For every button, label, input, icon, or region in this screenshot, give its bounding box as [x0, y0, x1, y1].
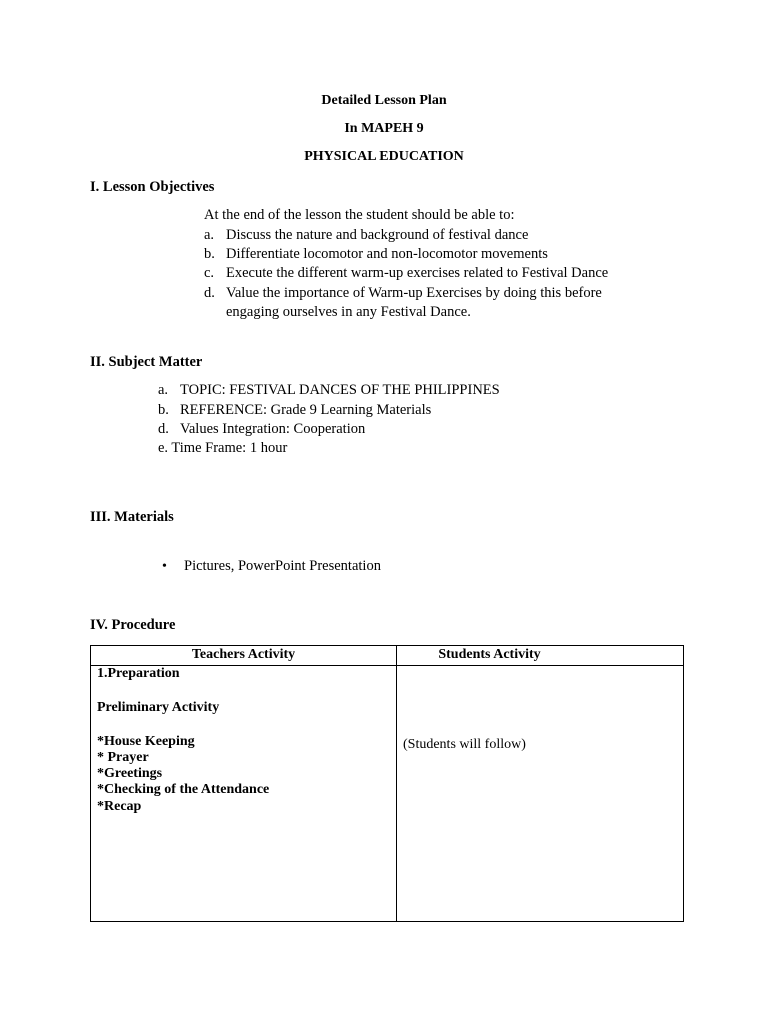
subject-matter-heading: II. Subject Matter — [90, 354, 203, 370]
subject-letter: d. — [158, 421, 169, 437]
objective-text: Discuss the nature and background of festival dance — [226, 227, 529, 243]
materials-text: Pictures, PowerPoint Presentation — [184, 558, 381, 574]
objective-text: Value the importance of Warm-up Exercises by doing this before — [226, 285, 602, 301]
materials-item — [162, 558, 381, 575]
subject-text: Values Integration: Cooperation — [180, 421, 366, 437]
objective-letter: d. — [204, 285, 215, 301]
subject-letter: b. — [158, 402, 169, 418]
objective-text: Execute the different warm-up exercises related to Festival Dance — [226, 265, 609, 281]
objective-letter: b. — [204, 246, 215, 262]
procedure-table — [90, 645, 684, 922]
objective-item — [204, 227, 528, 244]
subject-text: REFERENCE: Grade 9 Learning Materials — [180, 402, 432, 418]
subject-item — [158, 421, 365, 438]
preliminary-activity-label: Preliminary Activity — [97, 700, 220, 715]
subject-item — [158, 402, 431, 419]
objective-item — [204, 285, 602, 302]
greetings-item: *Greetings — [97, 766, 163, 781]
document-title: Detailed Lesson Plan — [321, 93, 447, 108]
subject-letter: a. — [158, 382, 169, 398]
materials-heading: III. Materials — [90, 509, 174, 525]
objective-letter: c. — [204, 265, 215, 281]
bullet-icon: • — [162, 559, 167, 574]
document-subject: In MAPEH 9 — [344, 121, 424, 136]
subject-text: TOPIC: FESTIVAL DANCES OF THE PHILIPPINES — [180, 382, 500, 398]
table-column-divider — [396, 646, 397, 921]
time-frame: e. Time Frame: 1 hour — [158, 440, 288, 456]
student-response: (Students will follow) — [403, 737, 526, 752]
objective-item-continuation: engaging ourselves in any Festival Dance. — [226, 304, 471, 320]
document-area: PHYSICAL EDUCATION — [304, 149, 464, 164]
house-keeping-item: *House Keeping — [97, 734, 195, 749]
recap-item: *Recap — [97, 799, 142, 814]
procedure-heading: IV. Procedure — [90, 617, 176, 633]
objective-item — [204, 265, 608, 282]
students-activity-header: Students Activity — [438, 647, 541, 662]
prayer-item: * Prayer — [97, 750, 149, 765]
preparation-label: 1.Preparation — [97, 666, 180, 681]
objectives-intro: At the end of the lesson the student should be able to: — [204, 207, 515, 223]
objectives-heading: I. Lesson Objectives — [90, 179, 215, 195]
attendance-item: *Checking of the Attendance — [97, 782, 270, 797]
objective-letter: a. — [204, 227, 215, 243]
objective-item — [204, 246, 548, 263]
teachers-activity-header: Teachers Activity — [191, 647, 296, 662]
objective-text: Differentiate locomotor and non-locomotor movements — [226, 246, 548, 262]
subject-item — [158, 382, 500, 399]
